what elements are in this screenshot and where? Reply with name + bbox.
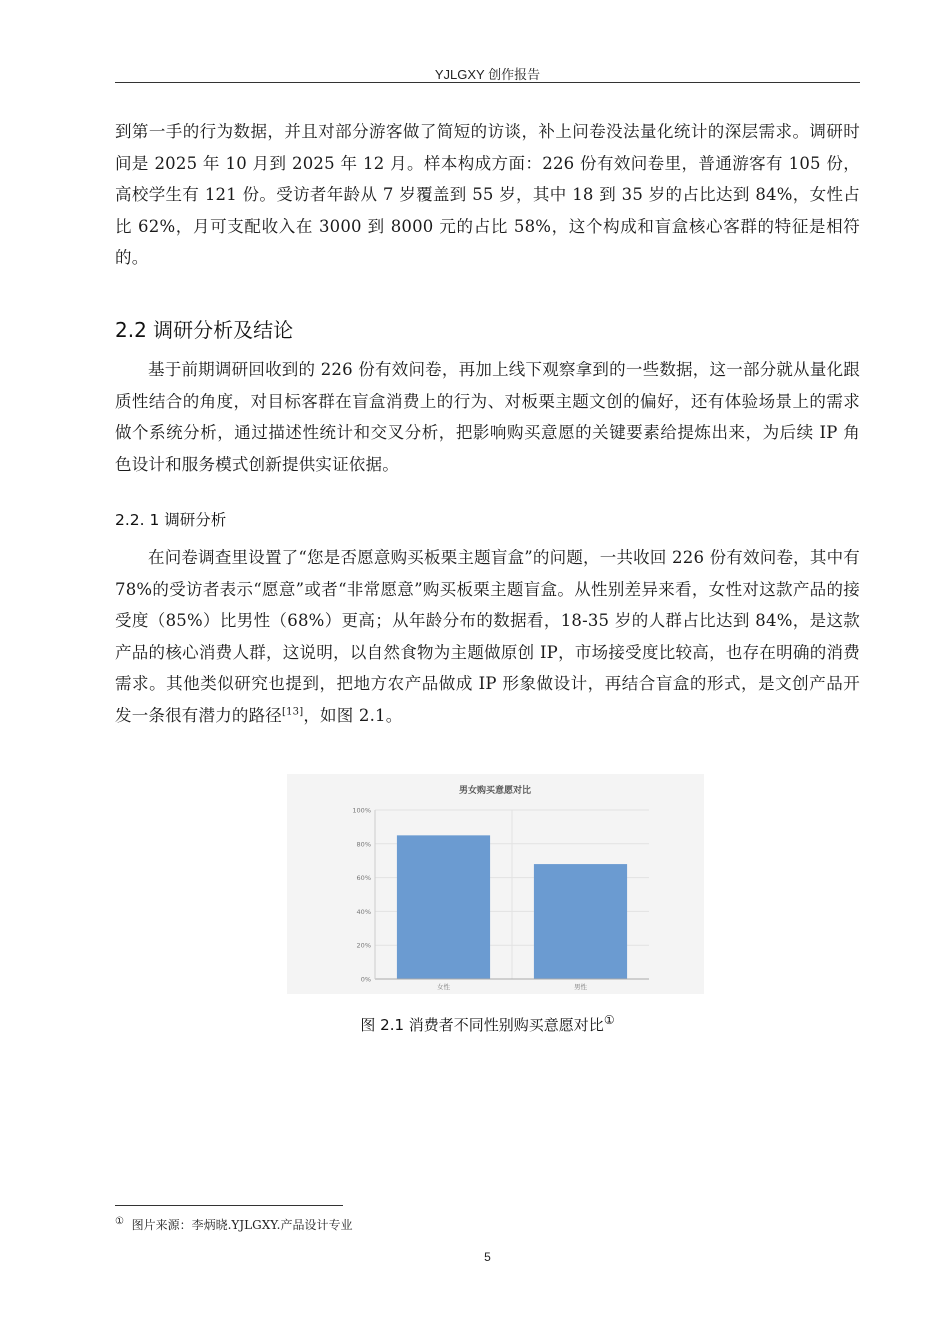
section-heading-2-2: 2.2 调研分析及结论 (115, 318, 294, 342)
chart-bar-female (397, 835, 490, 979)
paragraph-survey-results-text: 在问卷调查里设置了“您是否愿意购买板栗主题盲盒”的问题，一共收回 226 份有效问卷，其中有 78%的受访者表示“愿意”或者“非常愿意”购买板栗主题盲盒。从性别差异来看，女性对这款产品的接受度（85%）比男性（68%）更高；从年龄分布的数据看，18-35 岁的人群占比达到 84%，是这款产品的核心消费人群，这说明，以自然食物为主题做原创 IP，市场接受度比较高，也存在明确的消费需求。其他类似研究也提到，把地方农产品做成 IP 形象做设计，再结合盲盒的形式，是文创产品开发一条很有潜力的路径 (115, 548, 860, 725)
paragraph-analysis-intro: 基于前期调研回收到的 226 份有效问卷，再加上线下观察拿到的一些数据，这一部分就从量化跟质性结合的角度，对目标客群在盲盒消费上的行为、对板栗主题文创的偏好，还有体验场景上的需求做个系统分析，通过描述性统计和交叉分析，把影响购买意愿的关键要素给提炼出来，为后续 IP 角色设计和服务模式创新提供实证依据。 (115, 360, 860, 474)
footnote (115, 1216, 352, 1233)
footnote-text: 图片来源：李炳晓.YJLGXY.产品设计专业 (131, 1218, 353, 1232)
chart-y-tick-label: 60% (356, 874, 371, 883)
chart-y-tick-label: 20% (356, 941, 371, 950)
subsection-heading-2-2-1: 2.2. 1 调研分析 (115, 511, 227, 529)
figure-caption (115, 1014, 860, 1035)
figure-caption-footnote-mark[interactable]: ① (603, 1013, 615, 1027)
running-header: YJLGXY 创作报告 (434, 67, 541, 82)
chart-y-tick-label: 0% (360, 975, 371, 984)
chart-y-tick-label: 80% (356, 840, 371, 849)
header-rule (115, 82, 860, 83)
chart-x-ticks (437, 982, 588, 991)
chart-x-tick-label: 男性 (574, 983, 587, 991)
footnote-mark: ① (115, 1216, 124, 1227)
chart-y-tick-label: 40% (356, 907, 371, 916)
bar-chart (287, 774, 704, 994)
paragraph-survey-results (115, 542, 860, 731)
chart-title: 男女购买意愿对比 (458, 786, 532, 796)
citation-ref[interactable]: [13] (282, 706, 304, 717)
chart-bar-male (534, 864, 627, 979)
chart-y-tick-label: 100% (352, 806, 371, 815)
figure-chart (287, 774, 704, 994)
paragraph-survey-results-tail: ，如图 2.1。 (303, 705, 403, 725)
page-number: 5 (484, 1250, 491, 1264)
paragraph-survey-method: 到第一手的行为数据，并且对部分游客做了简短的访谈，补上问卷没法量化统计的深层需求。调研时间是 2025 年 10 月到 2025 年 12 月。样本构成方面：226 份有效问卷里，普通游客有 105 份，高校学生有 121 份。受访者年龄从 7 岁覆盖到 55 岁，其中 18 到 35 岁的占比达到 84%，女性占比 62%，月可支配收入在 3000 到 8000 元的占比 58%，这个构成和盲盒核心客群的特征是相符的。 (115, 122, 860, 267)
chart-y-ticks (352, 807, 371, 984)
chart-x-tick-label: 女性 (437, 983, 450, 991)
footnote-rule (115, 1205, 343, 1206)
figure-caption-text: 图 2.1 消费者不同性别购买意愿对比 (360, 1016, 604, 1034)
